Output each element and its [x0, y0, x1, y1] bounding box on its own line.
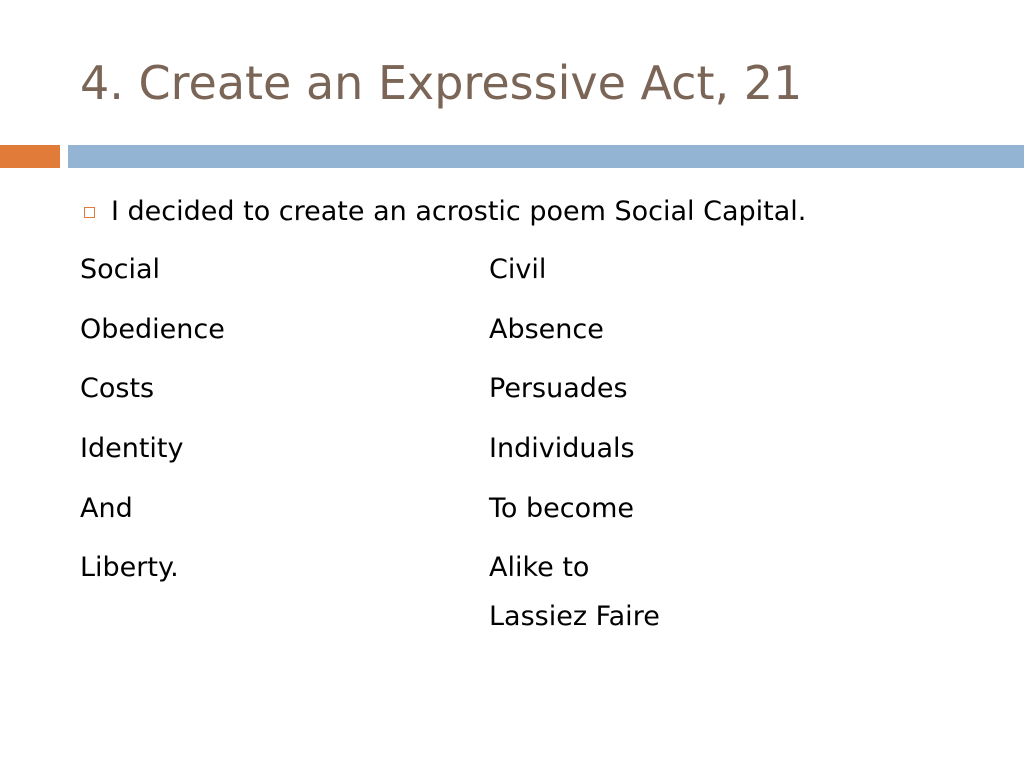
poem-line: Lassiez Faire: [489, 601, 660, 633]
accent-bar-orange: [0, 145, 60, 168]
poem-right-column: [489, 248, 660, 655]
poem-line: Social: [80, 254, 161, 285]
poem-line: Individuals: [489, 433, 635, 465]
poem-line: Costs: [80, 373, 155, 405]
poem-line: And: [80, 492, 133, 524]
poem-line: Absence: [489, 313, 604, 345]
poem-line: Civil: [489, 254, 547, 285]
slide-title: 4. Create an Expressive Act, 21: [80, 56, 803, 110]
poem-line: Liberty.: [80, 552, 179, 584]
bullet-item: [84, 190, 806, 234]
poem-left-column: [80, 248, 225, 606]
poem-line: Identity: [80, 433, 184, 465]
accent-bar-blue: [68, 145, 1024, 168]
bullet-text: I decided to create an acrostic poem Social Capital.: [111, 196, 807, 227]
poem-line: To become: [489, 492, 635, 524]
poem-line: Alike to: [489, 552, 590, 584]
poem-line: Obedience: [80, 313, 225, 345]
poem-line: Persuades: [489, 373, 628, 405]
square-bullet-icon: [84, 207, 95, 218]
